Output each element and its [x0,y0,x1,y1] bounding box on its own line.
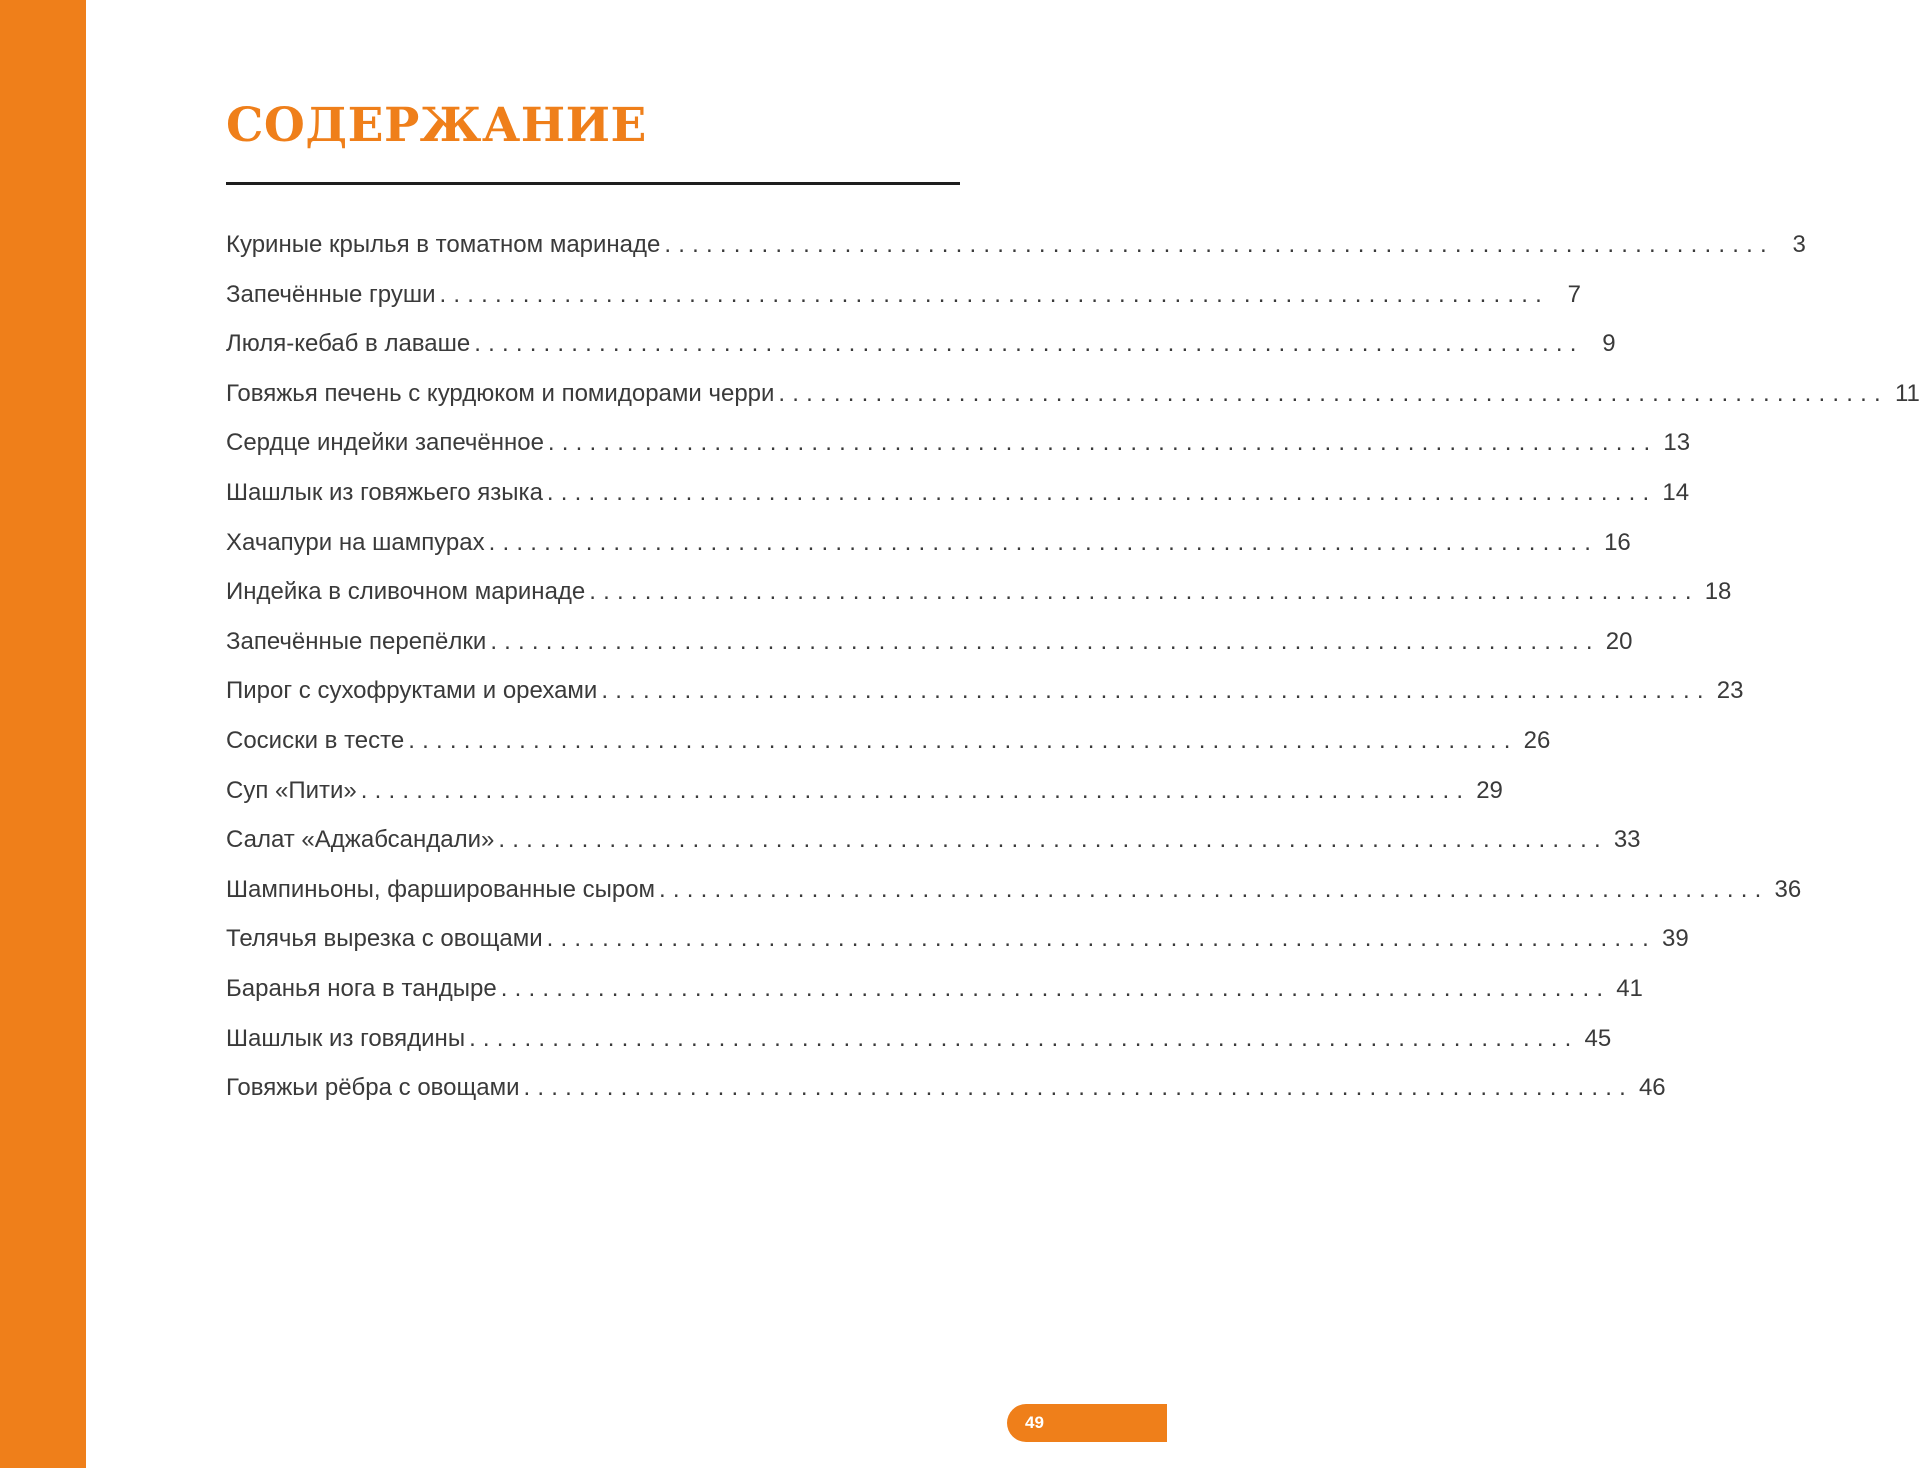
toc-entry-page: 20 [1605,627,1633,655]
toc-entry[interactable] [226,270,1581,320]
toc-dot-leader: ................................................................................ [546,925,1657,953]
toc-dot-leader: ................................................................................ [523,1074,1633,1102]
toc-entry-title: Куриные крылья в томатном маринаде [226,231,661,258]
toc-entry-page: 36 [1774,875,1802,903]
toc-dot-leader: ................................................................................ [500,974,1611,1002]
toc-entry-title: Шашлык из говяжьего языка [226,478,543,506]
toc-entry-title: Индейка в сливочном маринаде [226,578,586,606]
toc-entry-title: Пирог с сухофруктами и орехами [226,677,598,705]
toc-entry[interactable] [226,666,1744,716]
toc-entry[interactable] [226,220,1806,270]
toc-entry-page: 16 [1604,528,1631,556]
toc-entry-page: 46 [1638,1074,1666,1102]
toc-dot-leader: ................................................................................ [546,478,1657,506]
toc-dot-leader: ................................................................................ [589,578,1699,606]
toc-dot-leader: ................................................................................ [408,726,1518,754]
toc-entry-page: 45 [1584,1024,1612,1052]
toc-entry-title: Шашлык из говядины [226,1024,466,1052]
toc-dot-leader: ................................................................................ [469,1024,1579,1052]
toc-entry-title: Баранья нога в тандыре [226,974,497,1002]
toc-entry[interactable] [226,567,1732,617]
toc-entry[interactable] [226,518,1631,568]
toc-entry-title: Запечённые груши [226,280,436,308]
toc-entry-title: Говяжья печень с курдюком и помидорами черри [226,379,775,407]
toc-entry-title: Суп «Пити» [226,776,357,804]
toc-dot-leader: ................................................................................ [659,875,1769,903]
toc-dot-leader: ................................................................................ [474,330,1584,358]
toc-entry[interactable] [226,617,1633,667]
toc-entry-page: 7 [1567,280,1581,308]
toc-entry-page: 23 [1716,677,1744,705]
toc-entry-page: 3 [1792,231,1806,258]
toc-entry[interactable] [226,468,1690,518]
page-number-tab [1007,1404,1167,1442]
toc-entry-page: 41 [1616,974,1643,1002]
toc-entry-title: Хачапури на шампурах [226,528,485,556]
page-title: СОДЕРЖАНИЕ [226,98,647,153]
toc-entry-title: Телячья вырезка с овощами [226,925,543,953]
title-divider [226,182,960,185]
toc-entry[interactable] [226,964,1643,1014]
toc-dot-leader: ................................................................................ [490,627,1600,655]
toc-entry-page: 11 [1894,379,1920,407]
toc-entry-page: 39 [1662,925,1689,953]
toc-entry-title: Запечённые перепёлки [226,627,487,655]
page-number: 49 [1025,1413,1044,1432]
toc-entry[interactable] [226,1014,1612,1064]
toc-entry-page: 26 [1523,726,1551,754]
toc-entry[interactable] [226,716,1551,766]
toc-entry[interactable] [226,418,1691,468]
toc-entry[interactable] [226,1063,1666,1113]
toc-dot-leader: ................................................................................ [488,528,1599,556]
toc-entry-page: 18 [1704,578,1732,606]
toc-dot-leader: ................................................................................ [498,826,1608,854]
toc-dot-leader: ................................................................................ [601,677,1711,705]
toc-entry-page: 13 [1663,429,1691,457]
toc-entry-title: Салат «Аджабсандали» [226,826,495,854]
toc-entry[interactable] [226,766,1503,816]
toc-entry[interactable] [226,815,1641,865]
toc-entry-page: 33 [1613,826,1641,854]
toc-entry-title: Шампиньоны, фаршированные сыром [226,875,656,903]
toc-dot-leader: ................................................................................ [439,280,1549,308]
toc-entry-page: 29 [1476,776,1503,804]
toc-dot-leader: ................................................................................ [360,776,1471,804]
toc-dot-leader: ................................................................................ [547,429,1658,457]
toc-entry-page: 14 [1662,478,1690,506]
toc-entry-page: 9 [1602,330,1616,358]
toc-entry[interactable] [226,865,1802,915]
orange-side-bar [0,0,86,1468]
toc-entry-title: Сосиски в тесте [226,726,405,754]
toc-entry[interactable] [226,914,1689,964]
toc-dot-leader: ................................................................................ [778,379,1888,407]
table-of-contents [226,220,1920,1113]
toc-entry[interactable] [226,319,1616,369]
toc-dot-leader: ................................................................................ [664,231,1774,258]
toc-entry-title: Люля-кебаб в лаваше [226,330,471,358]
toc-entry-title: Сердце индейки запечённое [226,429,544,457]
toc-entry-title: Говяжьи рёбра с овощами [226,1074,520,1102]
toc-entry[interactable] [226,369,1920,419]
